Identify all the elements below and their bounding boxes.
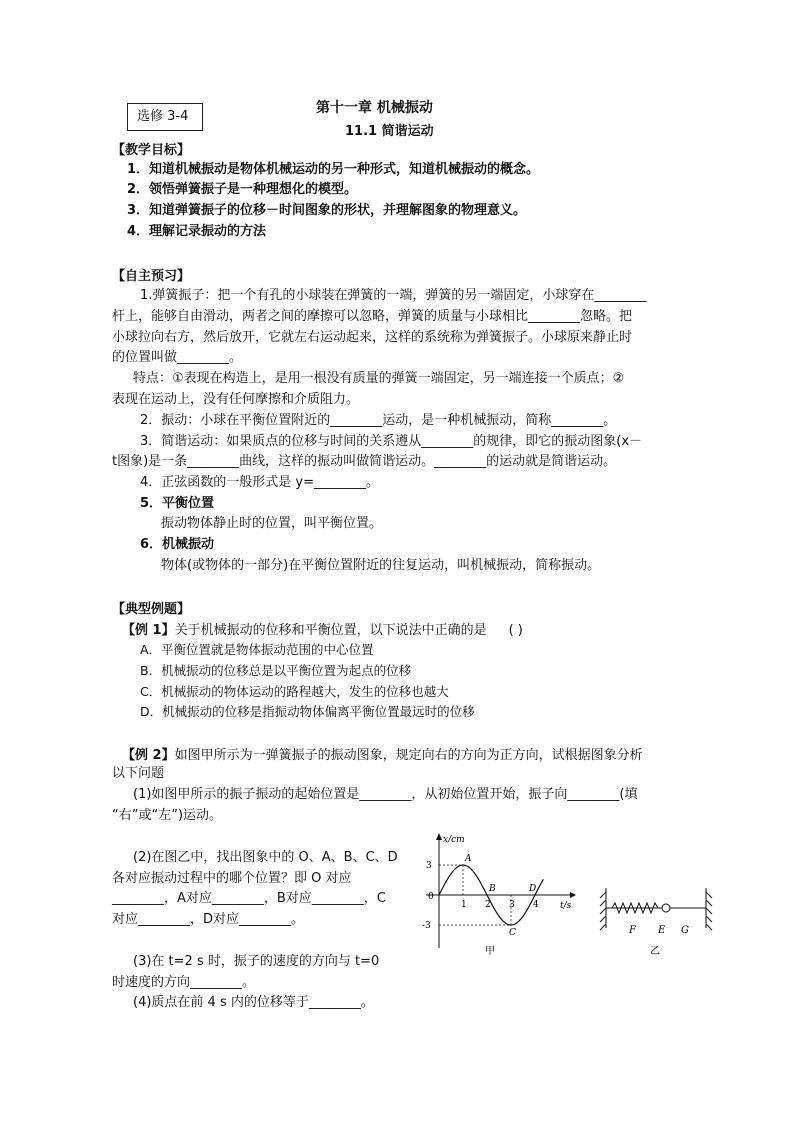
option-c: C．机械振动的物体运动的路程越大，发生的位移也越大 bbox=[140, 684, 449, 699]
preview-line: 物体(或物体的一部分)在平衡位置附近的往复运动，叫机械振动，简称振动。 bbox=[161, 558, 601, 573]
y-axis-label: x/cm bbox=[443, 835, 465, 845]
point-g: G bbox=[681, 925, 689, 936]
preview-line: t图象)是一条________曲线，这样的振动叫做简谐运动。________的运动就是简谐运动。 bbox=[112, 454, 617, 469]
objective-item: 2．领悟弹簧振子是一种理想化的模型。 bbox=[127, 182, 358, 197]
option-d: D．机械振动的位移是指振动物体偏离平衡位置最远时的位移 bbox=[140, 704, 475, 719]
example-2-q2: (2)在图乙中，找出图象中的 O、A、B、C、D bbox=[133, 850, 398, 865]
preview-line: 小球拉向右方，然后放开，它就左右运动起来，这样的系统称为弹簧振子。小球原来静止时 bbox=[112, 330, 633, 345]
preview-line: 2．振动：小球在平衡位置附近的________运动，是一种机械振动，简称________。 bbox=[140, 413, 617, 428]
example-1-label: 【例 1】 bbox=[122, 623, 175, 638]
example-2-label: 【例 2】 bbox=[122, 748, 175, 763]
preview-line: 4．正弦函数的一般形式是 y=________。 bbox=[140, 475, 379, 490]
preview-line: 5．平衡位置 bbox=[140, 496, 215, 511]
y-tick-label: -3 bbox=[422, 921, 431, 931]
point-f: F bbox=[629, 925, 636, 936]
example-2-q2: 各对应振动过程中的哪个位置？即 O 对应 bbox=[112, 871, 352, 886]
vibration-graph bbox=[420, 828, 580, 958]
example-2-intro-line: 以下问题 bbox=[112, 766, 165, 781]
examples-heading: 【典型例题】 bbox=[112, 602, 191, 617]
preview-line: 振动物体静止时的位置，叫平衡位置。 bbox=[161, 516, 383, 531]
section-title: 11.1 简谐运动 bbox=[345, 124, 434, 139]
x-tick-label: 3 bbox=[509, 900, 515, 910]
figure-caption: 乙 bbox=[650, 946, 660, 957]
option-b: B．机械振动的位移总是以平衡位置为起点的位移 bbox=[140, 663, 412, 678]
point-label-a: A bbox=[465, 854, 472, 864]
preview-line: 杆上，能够自由滑动，两者之间的摩擦可以忽略，弹簧的质量与小球相比________忽略。把 bbox=[112, 309, 633, 324]
preview-heading: 【自主预习】 bbox=[112, 269, 191, 284]
preview-line: 3．简谐运动：如果质点的位移与时间的关系遵从________的规律，即它的振动图象(x－ bbox=[140, 434, 643, 449]
objectives-heading: 【教学目标】 bbox=[112, 143, 191, 158]
x-axis-arrow bbox=[570, 892, 576, 898]
y-axis-arrow bbox=[436, 833, 442, 840]
preview-line: 特点：①表现在构造上，是用一根没有质量的弹簧一端固定，另一端连接一个质点；② bbox=[133, 371, 625, 386]
example-2-intro-text: 如图甲所示为一弹簧振子的振动图象，规定向右的方向为正方向，试根据图象分析 bbox=[174, 748, 643, 763]
option-a: A．平衡位置就是物体振动范围的中心位置 bbox=[140, 642, 374, 657]
answer-paren: ( ) bbox=[508, 623, 523, 638]
point-label-b: B bbox=[489, 884, 496, 894]
example-2-q2: 对应________，D对应________。 bbox=[112, 912, 305, 927]
elective-tag: 选修 3-4 bbox=[127, 103, 203, 131]
example-2-intro bbox=[122, 744, 643, 763]
spring-oscillator-figure bbox=[596, 878, 716, 958]
example-2-q3: (3)在 t=2 s 时，振子的速度的方向与 t=0 bbox=[133, 954, 380, 969]
objective-item: 3．知道弹簧振子的位移－时间图象的形状，并理解图象的物理意义。 bbox=[127, 203, 527, 218]
point-label-c: C bbox=[509, 928, 516, 938]
objective-item: 4．理解记录振动的方法 bbox=[127, 224, 267, 239]
point-label-d: D bbox=[529, 884, 537, 894]
ball bbox=[662, 904, 670, 912]
example-2-q4: (4)质点在前 4 s 内的位移等于________。 bbox=[133, 995, 374, 1010]
preview-line: 表现在运动上，没有任何摩擦和介质阻力。 bbox=[112, 392, 360, 407]
x-axis-label: t/s bbox=[560, 901, 572, 911]
example-2-q2: ________，A对应________，B对应________，C bbox=[112, 891, 386, 906]
x-tick-label: 4 bbox=[533, 900, 539, 910]
objective-item: 1．知道机械振动是物体机械运动的另一种形式，知道机械振动的概念。 bbox=[127, 162, 540, 177]
example-2-q1: (1)如图甲所示的振子振动的起始位置是________，从初始位置开始，振子向________(填 bbox=[133, 787, 638, 802]
y-tick-label: 3 bbox=[426, 861, 432, 871]
chapter-title: 第十一章 机械振动 bbox=[316, 100, 433, 116]
preview-line: 6．机械振动 bbox=[140, 537, 215, 552]
preview-line: 1.弹簧振子：把一个有孔的小球装在弹簧的一端，弹簧的另一端固定，小球穿在________ bbox=[140, 288, 647, 303]
preview-line: 的位置叫做________。 bbox=[112, 350, 243, 365]
x-tick-label: 1 bbox=[461, 900, 467, 910]
figure-caption: 甲 bbox=[485, 946, 495, 957]
example-1-question: 关于机械振动的位移和平衡位置，以下说法中正确的是 bbox=[174, 623, 487, 638]
example-2-q3: 时速度的方向________。 bbox=[112, 975, 256, 990]
point-e: E bbox=[658, 925, 666, 936]
origin-label: 0 bbox=[428, 892, 434, 902]
example-1 bbox=[122, 619, 523, 638]
example-2-q1: “右”或“左”)运动。 bbox=[112, 808, 223, 823]
x-tick-label: 2 bbox=[485, 900, 491, 910]
